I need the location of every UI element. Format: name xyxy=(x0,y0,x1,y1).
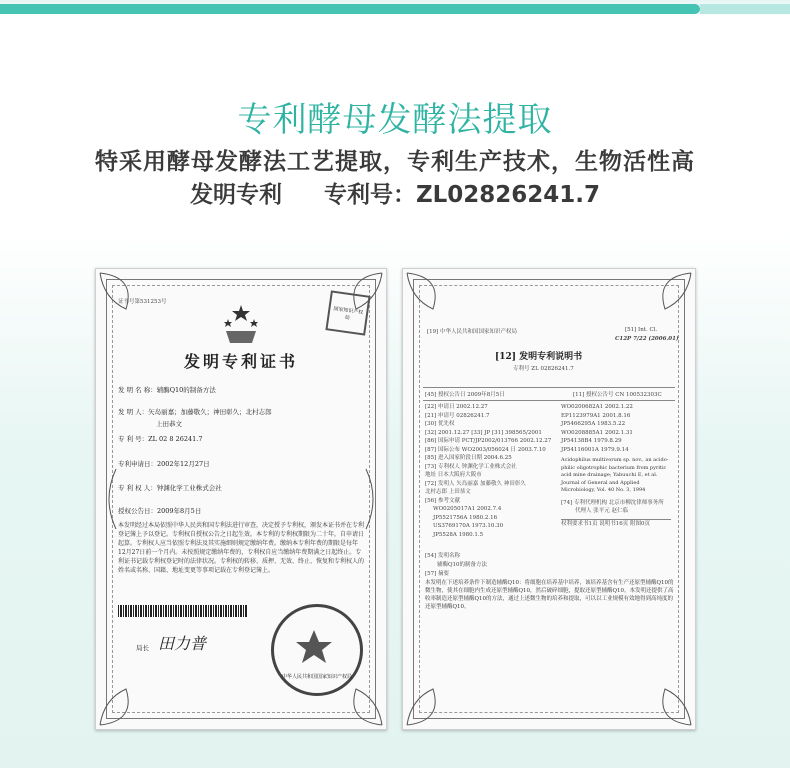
spec-field: [85] 进入国家阶段日期 2004.6.25 xyxy=(425,455,512,461)
spec-agent: [74] 专利代理机构 北京市柳沈律师事务所 xyxy=(561,499,664,506)
spec-ref: JP5521756A 1980.2.16 xyxy=(433,514,498,521)
spec-divider-2 xyxy=(423,400,675,401)
spec-field: 地址 日本大阪府大阪市 xyxy=(425,472,482,478)
square-seal-text: 国家知识产权局 xyxy=(332,305,364,322)
spec-field: 北村志郎 上田恭文 xyxy=(425,489,471,495)
patent-label: 发明专利 xyxy=(189,182,282,208)
patent-line xyxy=(0,176,790,209)
spec-field: [87] 国际公布 WO2003/056024 日 2003.7.10 xyxy=(425,446,546,453)
cert-inventor: 发 明 人：矢岛丽嘉；加藤敬久；神田彰久；北村志郎 xyxy=(118,408,272,416)
spec-footer: 权利要求书1页 说明书16页 附图0页 xyxy=(561,520,650,527)
spec-intcl: [51] Int. Cl. xyxy=(625,327,658,333)
spec-field: [86] 国际申请 PCT/JP2002/013766 2002.12.27 xyxy=(425,438,552,444)
patent-number: 专利号：ZL02826241.7 xyxy=(323,182,601,208)
spec-grant-line: [45] 授权公告日 2009年8月5日 xyxy=(425,392,505,398)
cert-invention-name: 发 明 名 称：辅酶Q10的制备方法 xyxy=(118,386,216,394)
spec-field: [56] 参考文献 xyxy=(425,497,461,504)
director-signature: 田力普 xyxy=(158,634,207,653)
spec-ref: JP5528A 1980.1.5 xyxy=(433,531,484,538)
spec-ref: US3769170A 1973.10.30 xyxy=(433,523,504,529)
spec-ref: JP54116001A 1979.9.14 xyxy=(561,446,629,453)
top-banner-bar-light xyxy=(700,4,790,14)
patent-specification-image xyxy=(402,268,696,730)
spec-ref: JP5466295A 1983.5.22 xyxy=(561,421,626,427)
cert-inventor-line2: 上田恭文 xyxy=(156,420,182,428)
spec-intcl-value: C12P 7/22 (2006.01) xyxy=(615,336,679,342)
spec-abstract-text: 本发明在下述培养条件下制造辅酶Q10：将细胞在培养基中培养，该培养基含有生产还原型辅酶Q10的微生物，使其在细胞内生成还原型辅酶Q10，然后破碎细胞，提取还原型辅酶Q10。本发明还提供了高收率制造还原型辅酶Q10的方法，通过上述微生物的培养和提取，可以以工业规模有效地得到高纯度的还原型辅酶Q10。 xyxy=(425,580,674,610)
spec-field: [32] 2001.12.27 [33] JP [31] 398565/2001 xyxy=(425,429,542,436)
spec-header: [19] 中华人民共和国国家知识产权局 xyxy=(427,329,518,335)
director-label: 局长 xyxy=(136,644,149,652)
cert-filing-date: 专利申请日：2002年12月27日 xyxy=(118,460,210,468)
spec-field: [21] 申请号 02826241.7 xyxy=(425,412,490,419)
spec-doc-type: [12] 发明专利说明书 xyxy=(495,352,583,362)
spec-ref: WO0205017A1 2002.7.4 xyxy=(433,506,502,512)
top-banner-bar xyxy=(0,4,700,14)
spec-field: [73] 专利权人 钟渊化学工业株式会社 xyxy=(425,463,517,470)
spec-ref: EP1123979A1 2001.8.16 xyxy=(561,412,631,419)
spec-invention-name: 辅酶Q10的制备方法 xyxy=(437,562,488,568)
spec-abstract-label: [57] 摘要 xyxy=(425,571,450,577)
spec-refs-right xyxy=(561,403,677,528)
barcode xyxy=(118,605,248,617)
spec-divider xyxy=(423,387,675,388)
spec-fields xyxy=(425,403,555,539)
spec-ref: WO0200682A1 2002.1.22 xyxy=(561,404,633,410)
page-title: 专利酵母发酵法提取 xyxy=(237,100,553,140)
round-seal xyxy=(271,604,363,696)
spec-field: [30] 优先权 xyxy=(425,421,455,427)
spec-ref: JP54138B4 1979.8.29 xyxy=(561,438,622,444)
patent-certificate-image xyxy=(95,268,387,730)
cert-owner: 专 利 权 人：钟渊化学工业株式会社 xyxy=(118,484,222,492)
cert-grant-date: 授权公告日：2009年8月5日 xyxy=(118,507,202,515)
cert-body-text: 本发明经过本局依照中华人民共和国专利法进行审查，决定授予专利权，颁发本证书并在专利登记簿上予以登记。专利权自授权公告之日起生效。本专利的专利权期限为二十年，自申请日起算。专利权人应当依照专利法及其实施细则规定缴纳年费。缴纳本专利年费的期限是每年12月27日前一个月内。未按照规定缴纳年费的，专利权自应当缴纳年费期满之日起终止。专利证书记载专利权登记时的法律状况。专利权的转移、质押、无效、终止、恢复和专利权人的姓名或名称、国籍、地址变更等事项记载在专利登记簿上。 xyxy=(118,522,365,574)
spec-patent-no: 专利号 ZL 02826241.7 xyxy=(513,366,574,372)
square-seal xyxy=(325,290,370,335)
page-subtitle: 特采用酵母发酵法工艺提取，专利生产技术，生物活性高 xyxy=(95,149,695,175)
spec-field: [72] 发明人 矢岛丽嘉 加藤敬久 神田彰久 xyxy=(425,480,526,487)
spec-pub-no: [11] 授权公告号 CN 100532303C xyxy=(573,392,662,398)
top-banner xyxy=(0,0,790,28)
cert-patent-no: 专 利 号：ZL 02 8 26241.7 xyxy=(118,435,203,443)
emblem-icon xyxy=(216,301,266,345)
certificate-title: 发明专利证书 xyxy=(183,352,298,371)
round-seal-text: 中华人民共和国国家知识产权局 xyxy=(281,674,352,680)
spec-field: [22] 申请日 2002.12.27 xyxy=(425,404,488,410)
spec-abstract-title: [54] 发明名称 xyxy=(425,553,461,559)
spec-ref: WO0208885A1 2002.1.31 xyxy=(561,429,633,436)
spec-agent2: 代理人 张平元 赵仁临 xyxy=(575,508,628,514)
cert-number: 证书号第531253号 xyxy=(118,299,167,305)
spec-ref-text: Acidophilus multivorum sp. nov., an acido-philic oligotrophic bacterium from pyritic acid mine drainage; Yabuuchi E, et al. Journal of General and Applied Microbiology, Vol. 40 No. 3, 1994 xyxy=(561,457,669,493)
